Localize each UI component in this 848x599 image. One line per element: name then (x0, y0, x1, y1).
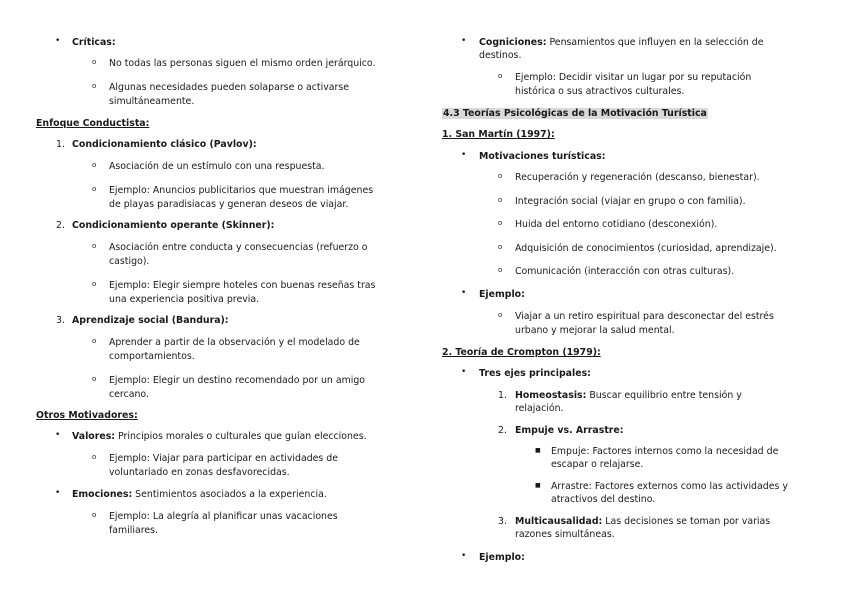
pavlov-item-2b: de playas paradisiacas y generan deseos de viajar. (109, 199, 349, 210)
cogniciones-example-b: histórica o sus atractivos culturales. (515, 86, 685, 97)
ejemplo-label: Ejemplo: (479, 289, 525, 300)
bullet-icon: • (461, 288, 467, 298)
circle-bullet-icon: o (498, 311, 503, 319)
cogniciones-line: Cogniciones: Pensamientos que influyen en la selección de (479, 37, 764, 48)
motivacion-item: Comunicación (interacción con otras culturas). (515, 266, 735, 277)
item-number: 2. (498, 425, 507, 436)
circle-bullet-icon: o (92, 242, 97, 250)
emociones-example-a: Ejemplo: La alegría al planificar unas vacaciones (109, 511, 338, 522)
criticas-item-2b: simultáneamente. (109, 96, 195, 107)
bullet-icon: • (461, 367, 467, 377)
motivacion-item: Adquisición de conocimientos (curiosidad, aprendizaje). (515, 243, 777, 254)
cogniciones-line-b: destinos. (479, 50, 522, 61)
skinner-item-1a: Asociación entre conducta y consecuencias (refuerzo o (109, 242, 368, 253)
pavlov-item-2a: Ejemplo: Anuncios publicitarios que muestran imágenes (109, 185, 374, 196)
motivaciones-label: Motivaciones turísticas: (479, 151, 606, 162)
circle-bullet-icon: o (92, 511, 97, 519)
bullet-icon: • (55, 430, 61, 440)
sanmartin-ejemplo-a: Viajar a un retiro espiritual para desconectar del estrés (515, 311, 774, 322)
bullet-icon: • (461, 551, 467, 561)
skinner-item-2b: una experiencia positiva previa. (109, 294, 260, 305)
enfoque-heading: Enfoque Conductista: (36, 118, 150, 129)
skinner-item-1b: castigo). (109, 256, 150, 267)
item-number: 3. (498, 516, 507, 527)
bullet-icon: • (55, 36, 61, 46)
multi-line-b: razones simultáneas. (515, 529, 615, 540)
circle-bullet-icon: o (498, 196, 503, 204)
circle-bullet-icon: o (92, 185, 97, 193)
circle-bullet-icon: o (92, 82, 97, 90)
crompton-ejemplo-label: Ejemplo: (479, 552, 525, 563)
empuje-label: Empuje vs. Arrastre: (515, 425, 624, 436)
square-bullet-icon: ■ (535, 482, 541, 489)
section-number: 3. (56, 315, 65, 326)
criticas-item-1: No todas las personas siguen el mismo orden jerárquico. (109, 58, 376, 69)
empuje-item-b: escapar o relajarse. (551, 459, 644, 470)
criticas-item-2a: Algunas necesidades pueden solaparse o activarse (109, 82, 350, 93)
bullet-icon: • (461, 150, 467, 160)
homeostasis-line-b: relajación. (515, 403, 564, 414)
bandura-title: Aprendizaje social (Bandura): (72, 315, 229, 326)
square-bullet-icon: ■ (535, 447, 541, 454)
valores-example-b: voluntariado en zonas desfavorecidas. (109, 467, 290, 478)
circle-bullet-icon: o (92, 375, 97, 383)
arrastre-item-b: atractivos del destino. (551, 494, 656, 505)
circle-bullet-icon: o (92, 58, 97, 66)
sanmartin-ejemplo-b: urbano y mejorar la salud mental. (515, 325, 675, 336)
circle-bullet-icon: o (498, 219, 503, 227)
skinner-title: Condicionamiento operante (Skinner): (72, 220, 275, 231)
bullet-icon: • (55, 488, 61, 498)
skinner-item-2a: Ejemplo: Elegir siempre hoteles con buenas reseñas tras (109, 280, 376, 291)
circle-bullet-icon: o (92, 161, 97, 169)
crompton-heading: 2. Teoría de Crompton (1979): (442, 347, 601, 358)
emociones-example-b: familiares. (109, 525, 159, 536)
motivacion-item: Recuperación y regeneración (descanso, bienestar). (515, 172, 760, 183)
section-title: 4.3 Teorías Psicológicas de la Motivación Turística (443, 108, 707, 119)
valores-line: Valores: Principios morales o culturales que guían elecciones. (72, 431, 367, 442)
bullet-icon: • (461, 36, 467, 46)
bandura-item-2a: Ejemplo: Elegir un destino recomendado por un amigo (109, 375, 366, 386)
emociones-line: Emociones: Sentimientos asociados a la experiencia. (72, 489, 327, 500)
sanmartin-heading: 1. San Martín (1997): (442, 129, 555, 140)
valores-example-a: Ejemplo: Viajar para participar en actividades de (109, 453, 339, 464)
ejes-label: Tres ejes principales: (479, 368, 591, 379)
pavlov-item-1: Asociación de un estímulo con una respuesta. (109, 161, 325, 172)
circle-bullet-icon: o (498, 72, 503, 80)
circle-bullet-icon: o (498, 172, 503, 180)
circle-bullet-icon: o (498, 266, 503, 274)
motivacion-item: Huida del entorno cotidiano (desconexión). (515, 219, 718, 230)
section-number: 2. (56, 220, 65, 231)
bandura-item-1a: Aprender a partir de la observación y el modelado de (109, 337, 360, 348)
pavlov-title: Condicionamiento clásico (Pavlov): (72, 139, 257, 150)
multi-line: Multicausalidad: Las decisiones se toman por varias (515, 516, 771, 527)
circle-bullet-icon: o (92, 453, 97, 461)
otros-heading: Otros Motivadores: (36, 410, 138, 421)
item-number: 1. (498, 390, 507, 401)
circle-bullet-icon: o (92, 280, 97, 288)
circle-bullet-icon: o (92, 337, 97, 345)
arrastre-item-a: Arrastre: Factores externos como las actividades y (551, 481, 788, 492)
homeostasis-line: Homeostasis: Buscar equilibrio entre tensión y (515, 390, 742, 401)
cogniciones-example-a: Ejemplo: Decidir visitar un lugar por su reputación (515, 72, 752, 83)
bandura-item-1b: comportamientos. (109, 351, 195, 362)
circle-bullet-icon: o (498, 243, 503, 251)
criticas-title: Críticas: (72, 37, 116, 48)
bandura-item-2b: cercano. (109, 389, 149, 400)
motivacion-item: Integración social (viajar en grupo o con familia). (515, 196, 746, 207)
section-number: 1. (56, 139, 65, 150)
empuje-item-a: Empuje: Factores internos como la necesidad de (551, 446, 779, 457)
